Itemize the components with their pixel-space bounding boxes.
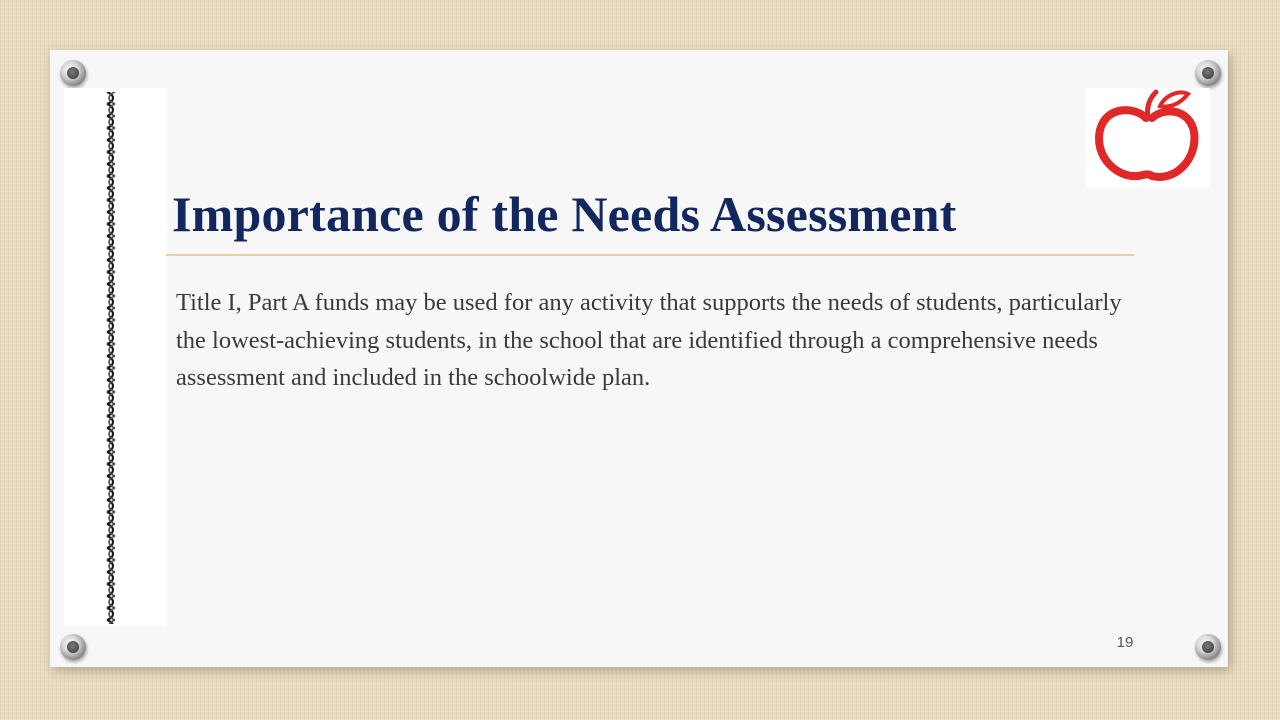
grommet-pin-icon <box>1195 60 1221 86</box>
grommet-pin-icon <box>1195 634 1221 660</box>
apple-logo-icon <box>1086 88 1210 188</box>
slide-body-text: Title I, Part A funds may be used for any activity that supports the needs of students, particularly the lowest-achieving students, in the school that are identified through a comprehensive needs assessment and included in the schoolwide plan. <box>176 289 1122 391</box>
twisted-rope-icon <box>104 92 118 624</box>
apple-logo <box>1086 88 1210 188</box>
page-number: 19 <box>1116 634 1134 651</box>
slide-title: Importance of the Needs Assessment <box>172 186 957 242</box>
grommet-pin-icon <box>60 60 86 86</box>
grommet-pin-icon <box>60 634 86 660</box>
title-divider <box>166 254 1134 256</box>
